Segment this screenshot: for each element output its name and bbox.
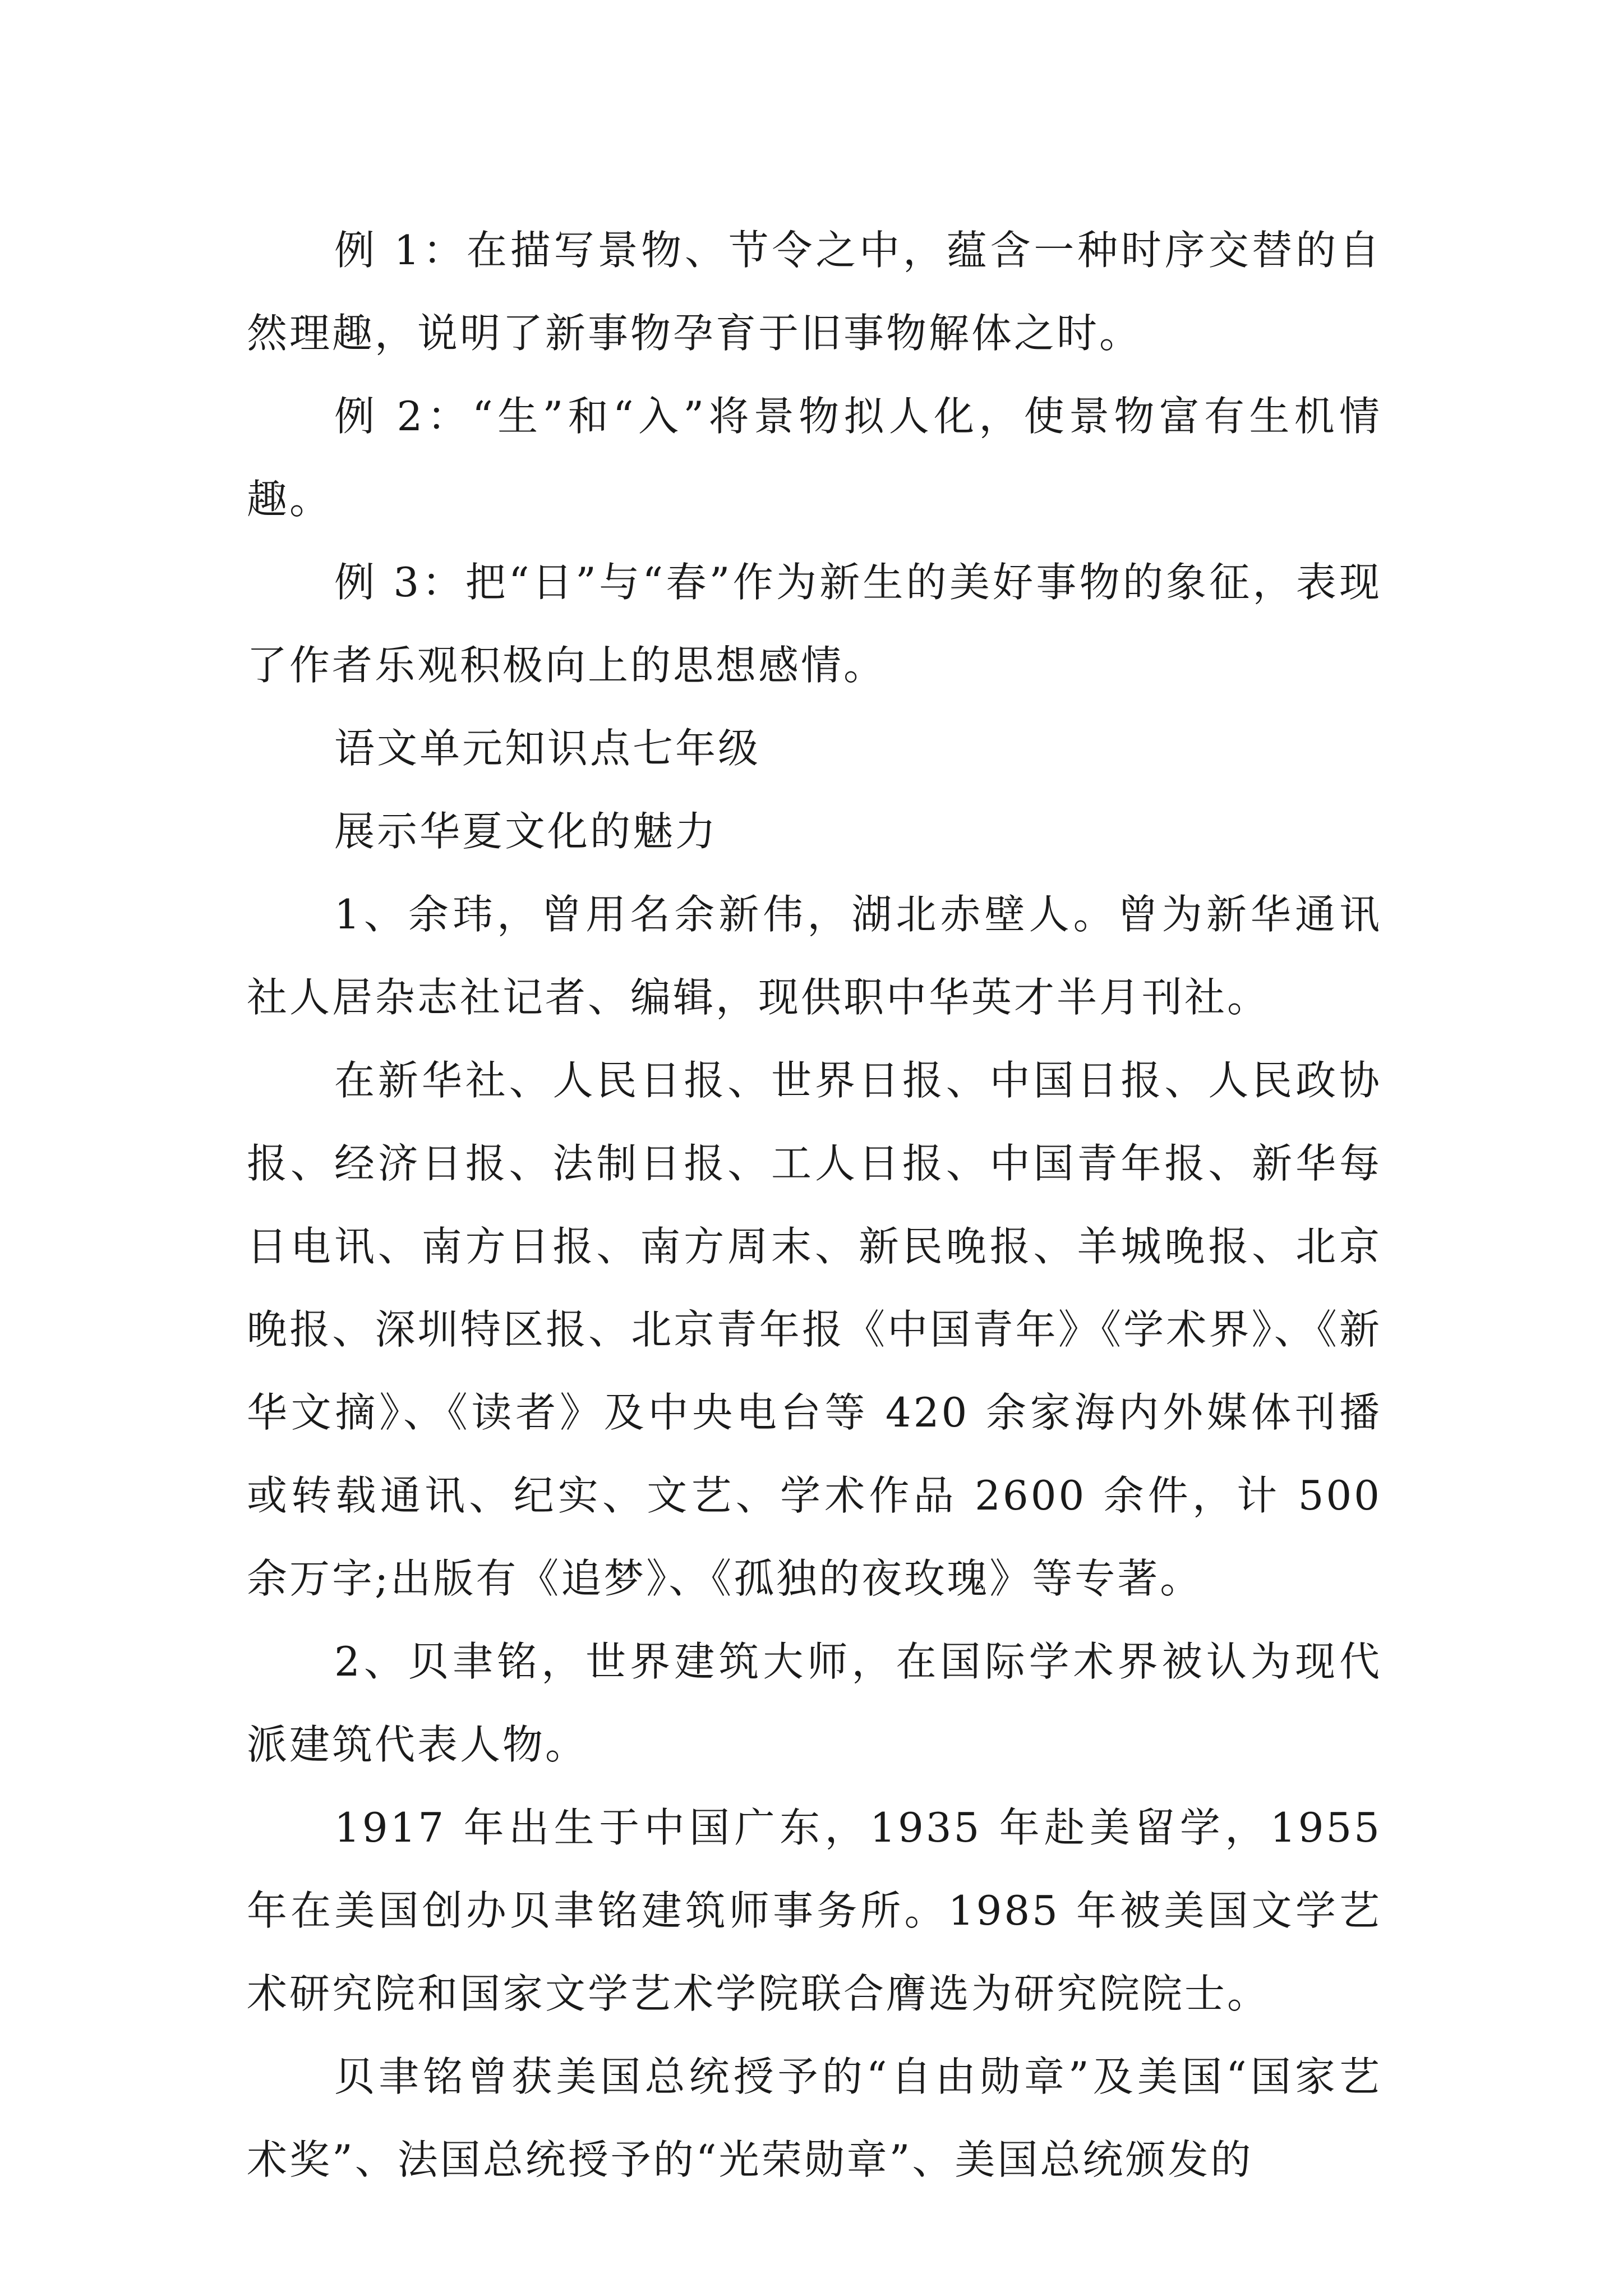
item-2-paragraph: 2、贝聿铭，世界建筑大师，在国际学术界被认为现代派建筑代表人物。 [247,1638,1382,1768]
example-3-paragraph: 例 3：把“日”与“春”作为新生的美好事物的象征，表现了作者乐观积极向上的思想感情。 [247,559,1382,689]
item-1-paragraph: 1、余玮，曾用名余新伟，湖北赤壁人。曾为新华通讯社人居杂志社记者、编辑，现供职中华英才半月刊社。 [247,891,1382,1021]
item-2-bio-paragraph: 1917 年出生于中国广东，1935 年赴美留学，1955 年在美国创办贝聿铭建筑师事务所。1985 年被美国文学艺术研究院和国家文学艺术学院联合膺选为研究院院士。 [247,1804,1382,2017]
section-heading-subtitle: 展示华夏文化的魅力 [334,808,718,855]
example-1-paragraph: 例 1：在描写景物、节令之中，蕴含一种时序交替的自然理趣，说明了新事物孕育于旧事物解体之时。 [247,227,1382,357]
item-2-awards-paragraph: 贝聿铭曾获美国总统授予的“自由勋章”及美国“国家艺术奖”、法国总统授予的“光荣勋章”、美国总统颁发的 [247,2053,1382,2183]
section-heading-title: 语文单元知识点七年级 [334,725,761,772]
document-body [247,209,1382,2201]
example-2-paragraph: 例 2：“生”和“入”将景物拟人化，使景物富有生机情趣。 [247,393,1382,523]
item-1-detail-paragraph: 在新华社、人民日报、世界日报、中国日报、人民政协报、经济日报、法制日报、工人日报、中国青年报、新华每日电讯、南方日报、南方周末、新民晚报、羊城晚报、北京晚报、深圳特区报、北京青年报《中国青年》《学术界》、《新华文摘》、《读者》及中央电台等 420 余家海内外媒体刊播或转载通讯、纪实、文艺、学术作品 2600 余件，计 500 余万字;出版有《追梦》、《孤独的夜玫瑰》等专著。 [247,1057,1382,1602]
